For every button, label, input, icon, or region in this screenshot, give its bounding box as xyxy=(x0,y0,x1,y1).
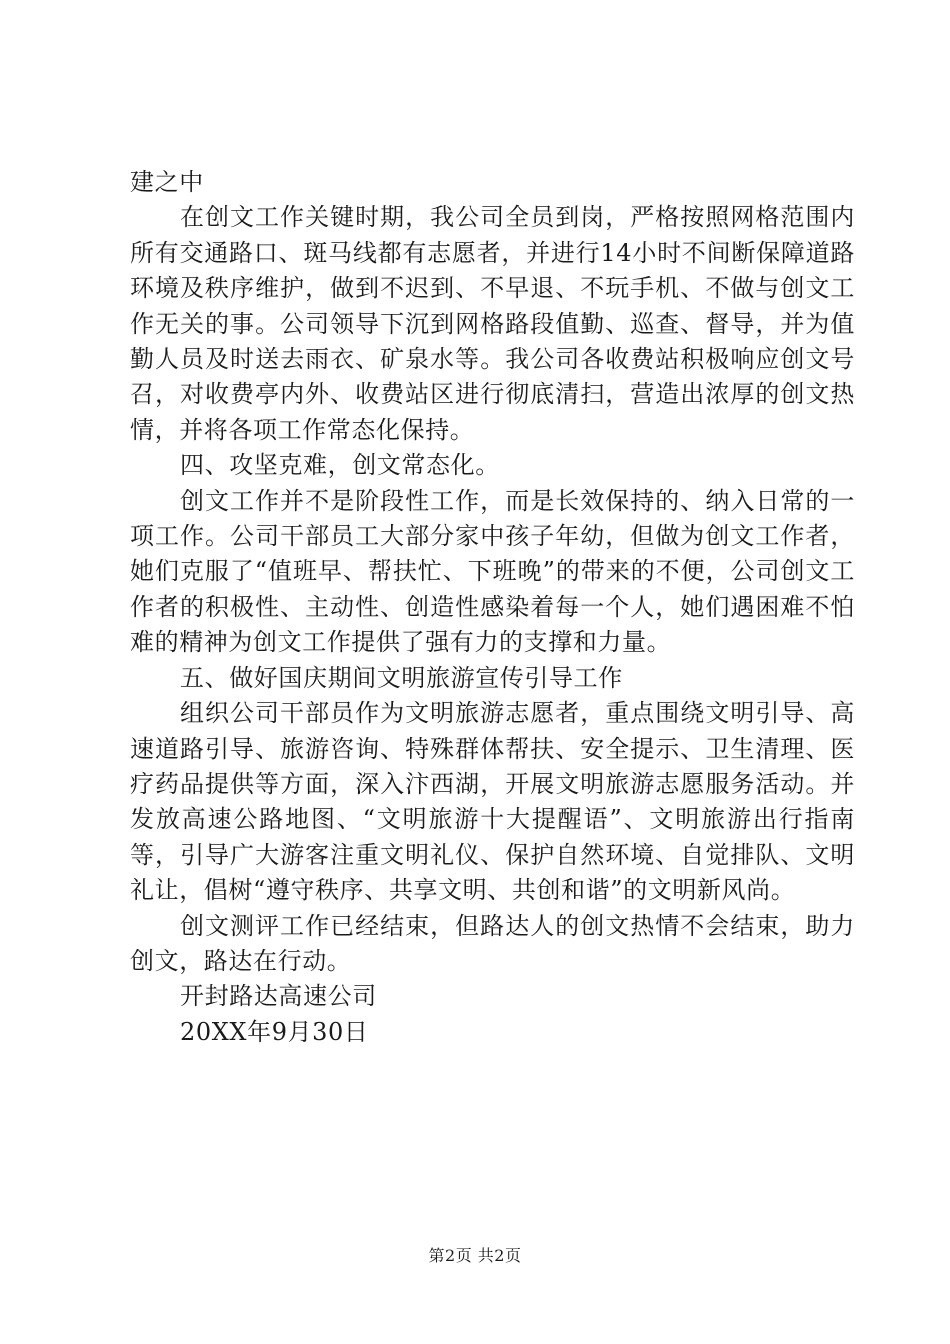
page-number-footer: 第2页 共2页 xyxy=(428,1246,522,1265)
paragraph-normalization: 创文工作并不是阶段性工作，而是长效保持的、纳入日常的一项工作。公司干部员工大部分家中孩子年幼，但做为创文工作者，她们克服了“值班早、帮扶忙、下班晚”的带来的不便，公司创文工作者的积极性、主动性、创造性感染着每一个人，她们遇困难不怕难的精神为创文工作提供了强有力的支撑和力量。 xyxy=(130,486,855,657)
paragraph-continuation: 建之中 xyxy=(130,168,204,196)
paragraph-tourism-guidance: 组织公司干部员作为文明旅游志愿者，重点围绕文明引导、高速道路引导、旅游咨询、特殊群体帮扶、安全提示、卫生清理、医疗药品提供等方面，深入汴西湖，开展文明旅游志愿服务活动。并发放高速公路地图、“文明旅游十大提醒语”、文明旅游出行指南等，引导广大游客注重文明礼仪、保护自然环境、自觉排队、文明礼让，倡树“遵守秩序、共享文明、共创和谐”的文明新风尚。 xyxy=(130,699,855,905)
signature-company: 开封路达高速公司 xyxy=(180,982,377,1011)
signature-date: 20XX年9月30日 xyxy=(180,1017,369,1046)
section-heading-five: 五、做好国庆期间文明旅游宣传引导工作 xyxy=(180,663,623,692)
paragraph-duty-work: 在创文工作关键时期，我公司全员到岗，严格按照网格范围内所有交通路口、斑马线都有志愿者，并进行14小时不间断保障道路环境及秩序维护，做到不迟到、不早退、不玩手机、不做与创文工作无关的事。公司领导下沉到网格路段值勤、巡查、督导，并为值勤人员及时送去雨衣、矿泉水等。我公司各收费站积极响应创文号召，对收费亭内外、收费站区进行彻底清扫，营造出浓厚的创文热情，并将各项工作常态化保持。 xyxy=(130,203,855,444)
section-heading-four: 四、攻坚克难，创文常态化。 xyxy=(180,451,500,480)
paragraph-conclusion: 创文测评工作已经结束，但路达人的创文热情不会结束，助力创文，路达在行动。 xyxy=(130,911,855,975)
document-body xyxy=(130,165,855,1050)
